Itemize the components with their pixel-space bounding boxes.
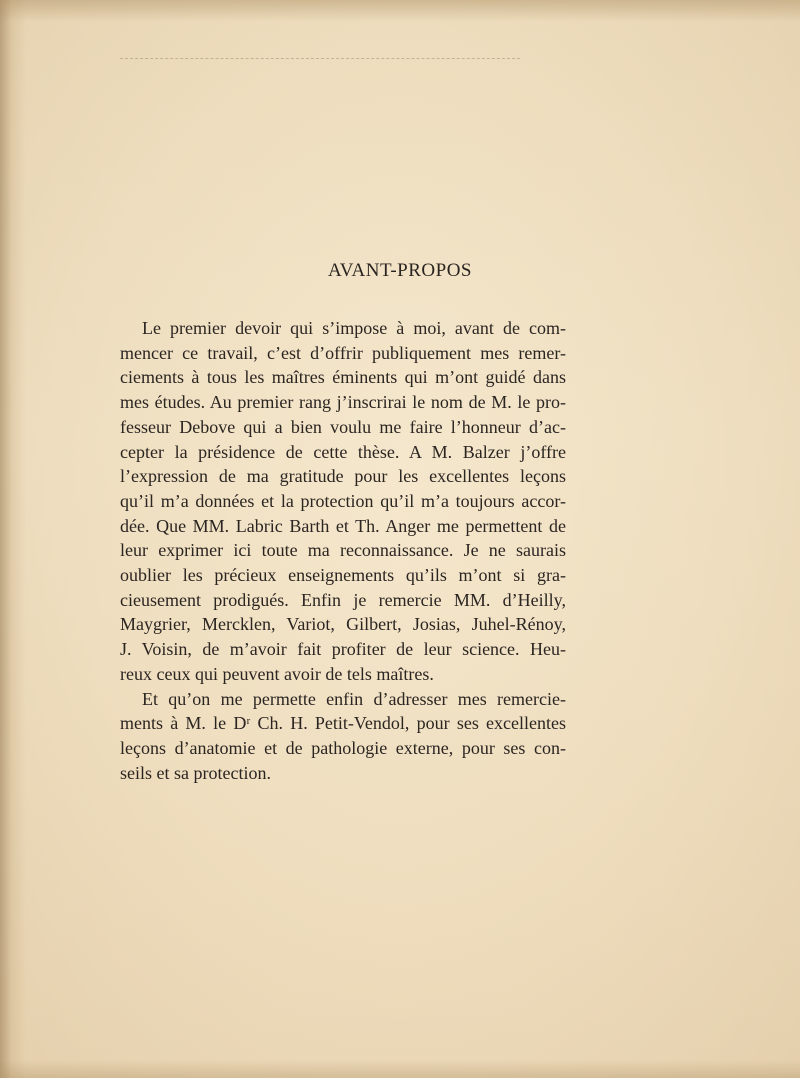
bottom-edge-shadow	[0, 1060, 800, 1078]
text-line: ments à M. le Dʳ Ch. H. Petit-Vendol, pour ses excellentes	[120, 713, 566, 734]
body-text	[120, 316, 566, 785]
text-line: J. Voisin, de m’avoir fait profiter de leur science. Heu-	[120, 639, 566, 660]
paragraph-2	[120, 687, 566, 786]
text-line: reux ceux qui peuvent avoir de tels maîtres.	[120, 663, 434, 684]
text-line: mes études. Au premier rang j’inscrirai le nom de M. le pro-	[120, 392, 566, 413]
text-line: oublier les précieux enseignements qu’ils m’ont si gra-	[120, 565, 566, 586]
text-line: leur exprimer ici toute ma reconnaissance. Je ne saurais	[120, 540, 566, 561]
text-line: cieusement prodigués. Enfin je remercie MM. d’Heilly,	[120, 589, 566, 610]
text-line: fesseur Debove qui a bien voulu me faire l’honneur d’ac-	[120, 416, 566, 437]
text-line: Maygrier, Mercklen, Variot, Gilbert, Josias, Juhel-Rénoy,	[120, 614, 566, 635]
top-edge-shadow	[0, 0, 800, 22]
page-title: AVANT-PROPOS	[328, 260, 472, 281]
text-line: mencer ce travail, c’est d’offrir publiquement mes remer-	[120, 342, 566, 363]
text-line: cepter la présidence de cette thèse. A M. Balzer j’offre	[120, 441, 566, 462]
header-rule	[120, 58, 520, 59]
text-line: ciements à tous les maîtres éminents qui m’ont guidé dans	[120, 367, 566, 388]
text-line: seils et sa protection.	[120, 762, 271, 783]
binding-shadow	[0, 0, 26, 1078]
paragraph-1	[120, 316, 566, 687]
text-line: Et qu’on me permette enfin d’adresser mes remercie-	[142, 688, 566, 709]
text-line: dée. Que MM. Labric Barth et Th. Anger me permettent de	[120, 515, 566, 536]
text-line: Le premier devoir qui s’impose à moi, avant de com-	[142, 318, 566, 338]
text-line: l’expression de ma gratitude pour les excellentes leçons	[120, 466, 566, 487]
text-line: leçons d’anatomie et de pathologie externe, pour ses con-	[120, 737, 566, 758]
text-line: qu’il m’a données et la protection qu’il m’a toujours accor-	[120, 490, 566, 511]
